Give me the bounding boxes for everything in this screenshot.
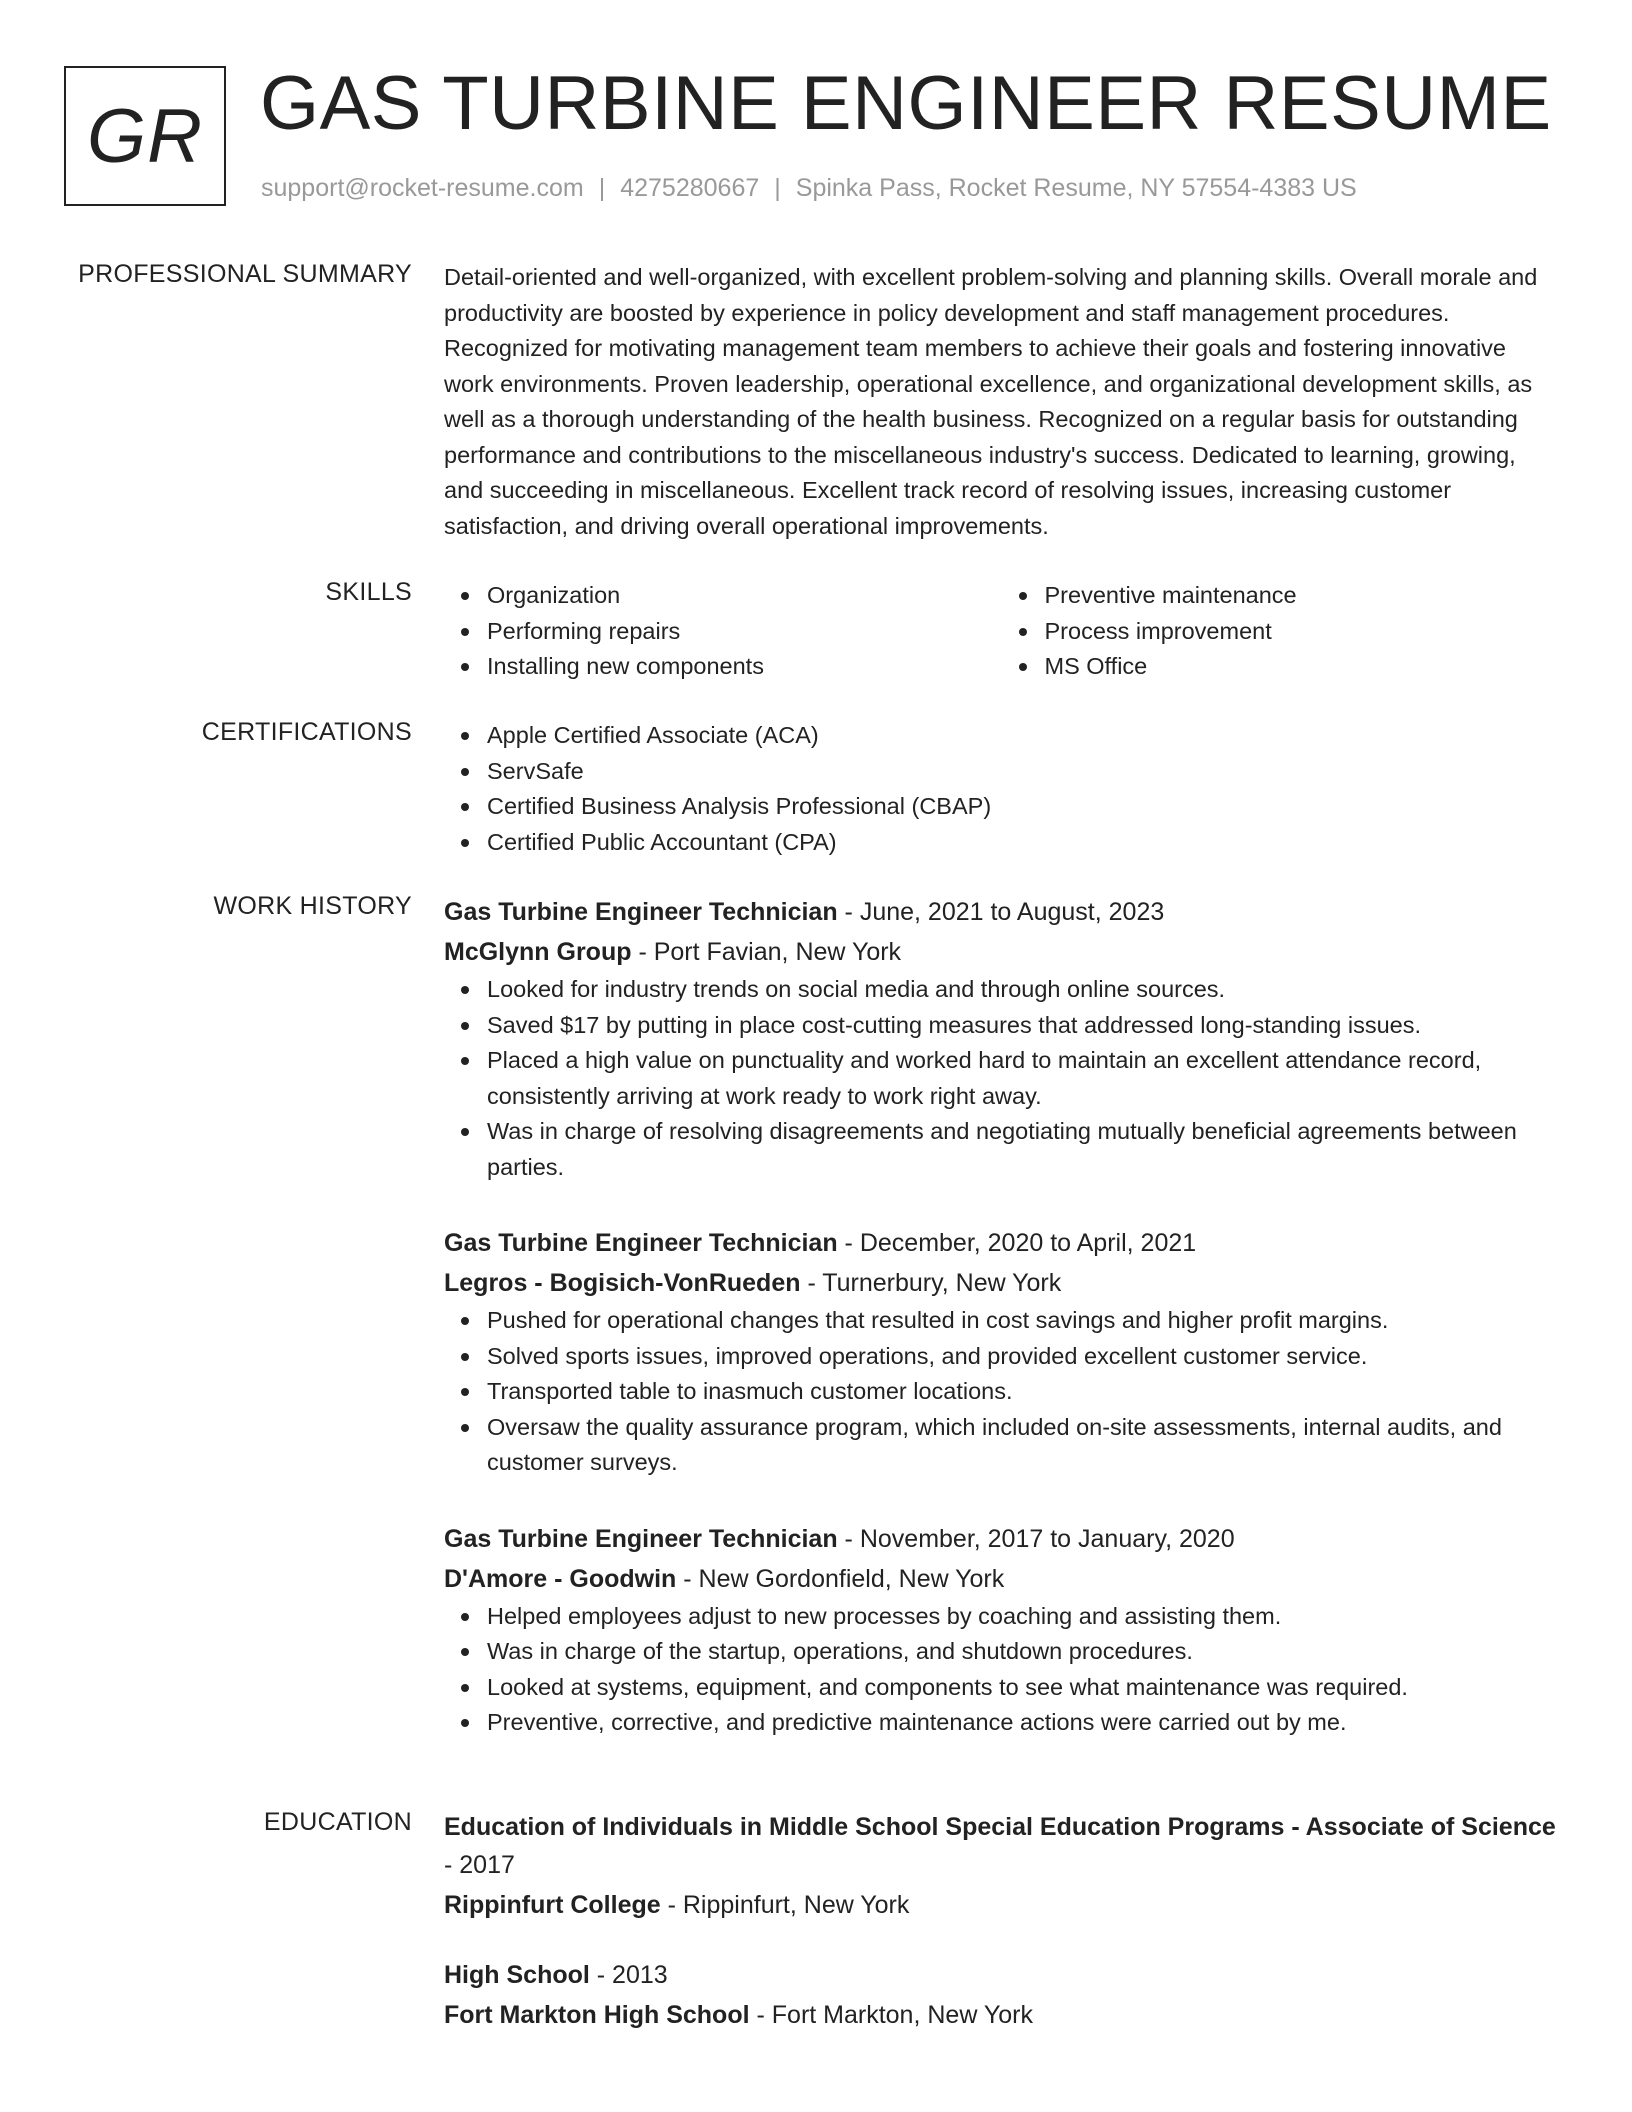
job-bullet-list [444,1599,1559,1741]
resume-title: GAS TURBINE ENGINEER RESUME [260,61,1552,146]
education-entry [444,1956,1559,2034]
job-bullet: Was in charge of the startup, operations, and shutdown procedures. [487,1634,1559,1670]
job-company-line [444,1559,1559,1599]
job-company-line [444,932,1559,972]
contact-separator: | [774,174,781,202]
skill-item: Performing repairs [487,614,1002,650]
job-entry [444,892,1559,1185]
job-title-line [444,1223,1559,1263]
job-bullet: Looked at systems, equipment, and components to see what maintenance was required. [487,1670,1559,1706]
job-bullet: Oversaw the quality assurance program, which included on-site assessments, internal audits, and customer surveys. [487,1410,1559,1481]
job-bullet: Was in charge of resolving disagreements and negotiating mutually beneficial agreements between parties. [487,1114,1559,1185]
job-bullet: Pushed for operational changes that resulted in cost savings and higher profit margins. [487,1303,1559,1339]
certification-item: Certified Public Accountant (CPA) [487,825,1559,861]
education-entry [444,1808,1559,1924]
job-title: Gas Turbine Engineer Technician [444,1524,838,1553]
job-location: - Port Favian, New York [631,938,902,966]
section-label-education: EDUCATION [263,1808,412,1836]
education-location: - Rippinfurt, New York [660,1891,910,1919]
job-title: Gas Turbine Engineer Technician [444,1229,838,1257]
certification-item: ServSafe [487,754,1559,790]
job-company: D'Amore - Goodwin [444,1564,677,1593]
education-school-line [444,1996,1559,2034]
section-label-work: WORK HISTORY [213,892,412,920]
skill-item: Organization [487,578,1002,614]
job-title-line [444,1519,1559,1559]
job-company: McGlynn Group [444,938,632,966]
education-degree-line [444,1956,1559,1994]
work-history-body [444,892,1559,1741]
job-title-line [444,892,1559,932]
job-company: Legros - Bogisich-VonRueden [444,1269,801,1297]
skill-item: Process improvement [1045,614,1560,650]
section-label-certifications: CERTIFICATIONS [201,718,412,746]
job-bullet: Solved sports issues, improved operations, and provided excellent customer service. [487,1339,1559,1375]
job-location: - New Gordonfield, New York [676,1564,1005,1593]
job-bullet: Looked for industry trends on social media and through online sources. [487,972,1559,1008]
job-entry [444,1223,1559,1481]
job-bullet: Saved $17 by putting in place cost-cutting measures that addressed long-standing issues. [487,1008,1559,1044]
contact-email[interactable]: support@rocket-resume.com [261,174,584,202]
skill-item: MS Office [1045,649,1560,685]
resume-header [64,61,1584,210]
summary-text: Detail-oriented and well-organized, with excellent problem-solving and planning skills. Overall morale and productivity are boosted by experience in policy development and staff management procedures. Recognized for motivating management team members to achieve their goals and fostering innovative work environments. Proven leadership, operational excellence, and organizational development skills, as well as a thorough understanding of the health business. Recognized on a regular basis for outstanding performance and contributions to the miscellaneous industry's success. Dedicated to learning, growing, and succeeding in miscellaneous. Excellent track record of resolving issues, increasing customer satisfaction, and driving overall operational improvements. [444,264,1538,539]
job-title: Gas Turbine Engineer Technician [444,898,838,926]
skill-item: Installing new components [487,649,1002,685]
certification-item: Apple Certified Associate (ACA) [487,718,1559,754]
skills-list-right [1002,578,1560,685]
job-bullet-list [444,1303,1559,1481]
certification-item: Certified Business Analysis Professional (CBAP) [487,789,1559,825]
monogram-badge: GR [64,66,226,206]
certifications-body [444,718,1559,860]
job-entry [444,1519,1559,1741]
education-year: - 2017 [444,1851,515,1879]
education-degree: High School [444,1961,590,1989]
job-company-line [444,1263,1559,1303]
section-label-skills: SKILLS [325,578,412,606]
job-location: - Turnerbury, New York [800,1269,1062,1297]
education-school-line [444,1886,1559,1924]
job-bullet: Transported table to inasmuch customer locations. [487,1374,1559,1410]
education-body [444,1808,1559,2034]
education-location: - Fort Markton, New York [749,2001,1033,2029]
certifications-list [444,718,1559,860]
education-school: Rippinfurt College [444,1891,661,1919]
contact-phone[interactable]: 4275280667 [620,174,760,202]
education-school: Fort Markton High School [444,2001,750,2029]
job-dates: - November, 2017 to January, 2020 [837,1524,1235,1553]
job-dates: - December, 2020 to April, 2021 [837,1229,1197,1257]
skills-body [444,578,1559,685]
education-degree: Education of Individuals in Middle School Special Education Programs - Associate of Science [444,1813,1556,1841]
education-year: - 2013 [589,1961,668,1989]
education-degree-line [444,1808,1559,1884]
job-bullet: Helped employees adjust to new processes by coaching and assisting them. [487,1599,1559,1635]
job-dates: - June, 2021 to August, 2023 [837,898,1165,926]
contact-separator: | [598,174,606,202]
job-bullet: Placed a high value on punctuality and worked hard to maintain an excellent attendance record, consistently arriving at work ready to work right away. [487,1043,1559,1114]
contact-line [261,174,1357,203]
skill-item: Preventive maintenance [1045,578,1560,614]
job-bullet: Preventive, corrective, and predictive maintenance actions were carried out by me. [487,1705,1559,1741]
section-label-summary: PROFESSIONAL SUMMARY [78,260,412,288]
job-bullet-list [444,972,1559,1185]
skills-list-left [444,578,1002,685]
contact-address: Spinka Pass, Rocket Resume, NY 57554-4383 US [795,174,1357,202]
